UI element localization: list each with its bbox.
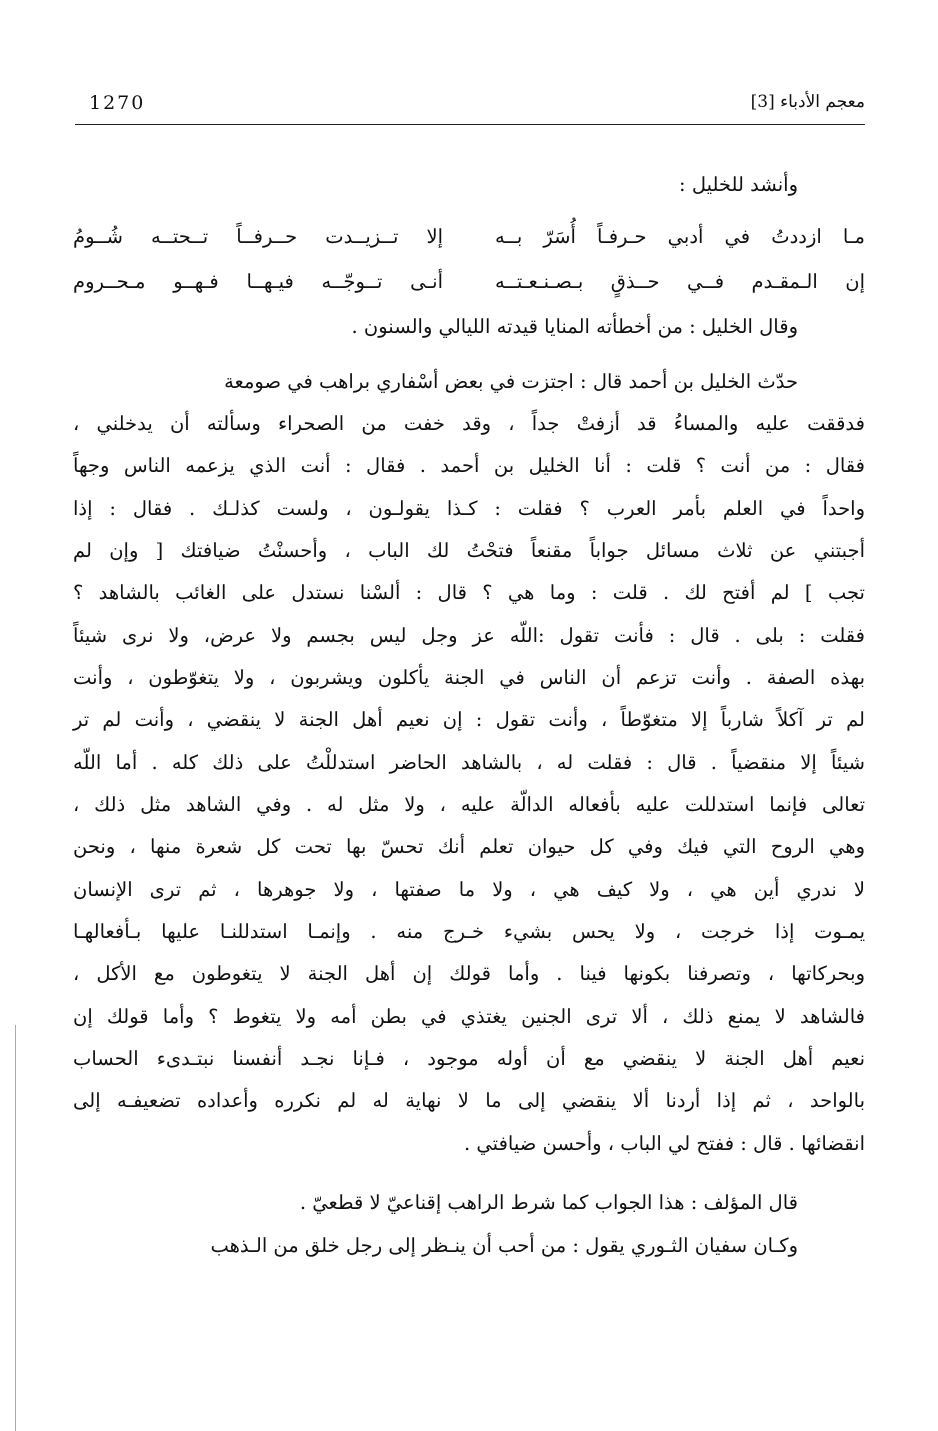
text-line: وهي الروح التي فيك وفي كل حيوان تعلم أنك تحسّ بها تحت كل شعرة منها ، ونحن: [73, 835, 865, 858]
text-line: انقضائها . قال : ففتح لي الباب ، وأحسن ضيافتي .: [464, 1132, 865, 1155]
text-line: فقلت : بلى . قال : فأنت تقول :اللّه عز وجل ليس بجسم ولا عرض، ولا نرى شيئاً: [73, 624, 865, 647]
text-line: يمـوت إذا خرجت ، ولا يحس بشيء خـرج منه . وإنمـا استدللنـا عليها بـأفعالهـا: [73, 920, 865, 943]
text-line: شيئاً إلا منقضياً . قال : فقلت له ، بالشاهد الحاضر استدللْتُ على ذلك كله . أما اللّه: [73, 751, 865, 774]
text-line: بهذه الصفة . وأنت تزعم أن الناس في الجنة يأكلون ويشربون ، ولا يتغوّطون ، وأنت: [73, 666, 865, 689]
text-line: حدّث الخليل بن أحمد قال : اجتزت في بعض أسْفاري براهب في صومعة: [224, 370, 798, 393]
text-line: فالشاهد لا يمنع ذلك ، ألا ترى الجنين يغتذي في بطن أمه ولا يتغوط ؟ وأما قولك إن: [73, 1005, 865, 1028]
author-comment: قال المؤلف : هذا الجواب كما شرط الراهب إقناعيّ لا قطعيّ .: [299, 1191, 798, 1214]
khalil-saying: وقال الخليل : من أخطأته المنايا قيدته الليالي والسنون .: [351, 315, 798, 338]
text-line: واحداً في العلم بأمر العرب ؟ فقلت : كـذا يقولـون ، ولست كذلـك . فقال : إذا: [73, 497, 865, 520]
verse-2-second-hemistich: أنـى تــوجّــه فيـهــا فـهــو مـحــروم: [73, 270, 443, 293]
text-line: فدققت عليه والمساءُ قد أزفتْ جداً ، وقد خفت من الصحراء وسألته أن يدخلني ،: [73, 412, 865, 435]
text-line: بالواحد ، ثم إذا أردنا ألا ينقضي إلى ما لا نهاية له لم نكرره وأعداده تضعيفـه إلى: [73, 1089, 865, 1112]
text-line: تجب ] لم أفتح لك . قلت : وما هي ؟ قال : ألسْنا نستدل على الغائب بالشاهد ؟: [73, 581, 865, 604]
text-line: أجبتني عن ثلاث مسائل جواباً مقنعاً فتحْتُ لك الباب ، وأحسنْتُ ضيافتك [ وإن لم: [73, 539, 865, 562]
page-number: 1270: [89, 92, 146, 114]
verse-1-second-hemistich: إلا تــزيــدت حــرفــاً تــحتــه شُــومُ: [73, 225, 443, 248]
verse-2-first-hemistich: إن الـمقـدم فــي حــذقٍ بـصـنـعـتــه: [495, 270, 865, 293]
text-line: لم تر آكلاً شارباً إلا متغوّطاً ، وأنت تقول : إن نعيم أهل الجنة لا ينقضي ، وأنت لم تر: [73, 708, 865, 731]
text-line: فقال : من أنت ؟ قلت : أنا الخليل بن أحمد . فقال : أنت الذي يزعمه الناس وجهاً: [73, 454, 865, 477]
page-header: [75, 92, 865, 122]
text-line: نعيم أهل الجنة لا ينقضي مع أن أوله موجود ، فـإنا نجـد أنفسنا نبتـدىء الحساب: [73, 1047, 865, 1070]
verse-1-first-hemistich: مـا ازددتُ في أدبي حـرفـاً أُسَرّ بــه: [495, 225, 865, 248]
text-line: لا ندري أين هي ، ولا كيف هي ، ولا ما صفتها ، ولا جوهرها ، ثم ترى الإنسان: [73, 878, 865, 901]
text-line: وبحركاتها ، وتصرفنا بكونها فينا . وأما قولك إن أهل الجنة لا يتغوطون مع الأكل ،: [73, 962, 865, 985]
running-title: معجم الأدباء [3]: [750, 92, 865, 112]
verse-intro: وأنشد للخليل :: [679, 173, 798, 196]
text-line: تعالى فإنما استدللت عليه بأفعاله الدالّة عليه ، ولا مثل له . وفي الشاهد مثل ذلك ،: [73, 793, 865, 816]
text-line: وكـان سفيان الثـوري يقول : من أحب أن ينـظر إلى رجل خلق من الـذهب: [210, 1234, 798, 1257]
margin-line: [15, 1025, 16, 1431]
header-rule: [75, 124, 865, 125]
